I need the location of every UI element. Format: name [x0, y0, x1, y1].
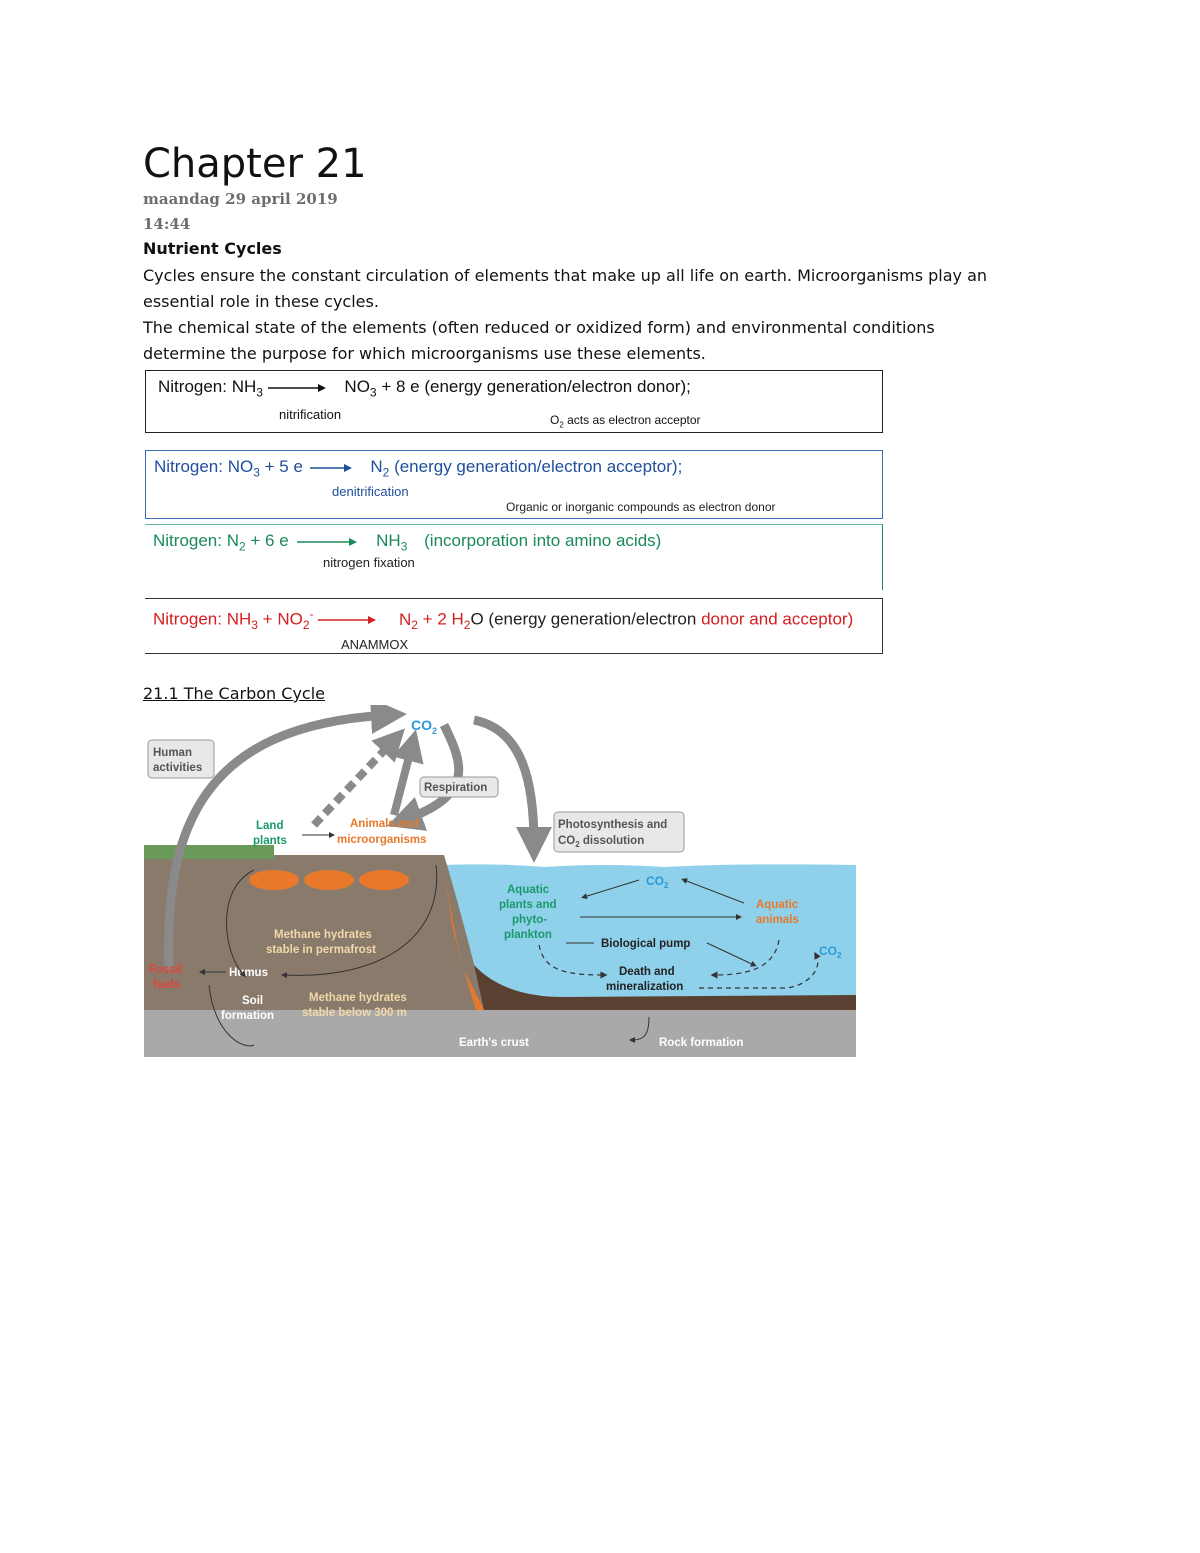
- reaction-arrow-icon: [308, 463, 352, 473]
- methane-permafrost-label-1: Methane hydrates: [274, 929, 372, 941]
- soil-formation-label-1: Soil: [242, 995, 264, 1007]
- page-title: Chapter 21: [143, 141, 367, 187]
- plant-respiration-arrow: [314, 740, 394, 825]
- fossil-fuels-label-1: Fossil: [149, 964, 183, 976]
- aquatic-plants-label-4: plankton: [504, 929, 552, 941]
- equation-denitrification: Nitrogen: $NO_3 + 5$ e $N_2$ (energy generation/electron acceptor);: [154, 457, 683, 480]
- note-o2-acceptor: $O_2$ acts as electron acceptor: [550, 413, 701, 430]
- co2-water-label: $CO_2$: [646, 874, 669, 890]
- earth-crust-label: Earth's crust: [459, 1037, 529, 1049]
- photosynthesis-label-1: Photosynthesis and: [558, 819, 668, 831]
- aquatic-animals-label-2: animals: [756, 914, 799, 926]
- death-label-1: Death and: [619, 966, 675, 978]
- reaction-arrow-icon: [268, 383, 326, 393]
- aquatic-plants-label-1: Aquatic: [507, 884, 550, 896]
- page-date: maandag 29 april 2019: [143, 190, 338, 208]
- co2-atmosphere-label: $CO_2$: [411, 717, 438, 736]
- soil-formation-label-2: formation: [221, 1010, 275, 1022]
- paragraph-line-2: essential role in these cycles.: [143, 292, 379, 311]
- equation-box-nitrogen-fixation: [145, 524, 883, 590]
- paragraph-line-1: Cycles ensure the constant circulation of elements that make up all life on earth. Microorganisms play an: [143, 266, 988, 285]
- aquatic-animals-label-1: Aquatic: [756, 899, 799, 911]
- photosynthesis-label-2: $CO_2$ dissolution: [558, 835, 645, 849]
- paragraph-line-4: determine the purpose for which microorganisms use these elements.: [143, 344, 706, 363]
- methane-permafrost-label-2: stable in permafrost: [266, 944, 376, 956]
- methane-blob: [359, 870, 409, 890]
- methane-blob: [249, 870, 299, 890]
- human-activities-label-2: activities: [153, 762, 203, 774]
- equation-box-nitrification: [145, 370, 883, 433]
- aquatic-plants-label-3: phyto-: [512, 914, 548, 926]
- respiration-label: Respiration: [424, 782, 488, 794]
- section-heading-carbon-cycle: 21.1 The Carbon Cycle: [143, 684, 326, 703]
- paragraph-line-3: The chemical state of the elements (often reduced or oxidized form) and environmental conditions: [143, 318, 935, 337]
- section-heading-nutrient-cycles: Nutrient Cycles: [143, 239, 282, 258]
- land-plants-arrow: [404, 725, 459, 820]
- methane-300-label-1: Methane hydrates: [309, 992, 407, 1004]
- equation-anammox: Nitrogen: $NH_3 + NO_2^-$ $N_2 + 2$ $H_2O$ (energy generation/electron donor and acceptor): [153, 607, 854, 633]
- methane-300-label-2: stable below 300 m: [302, 1007, 407, 1019]
- human-activities-label-1: Human: [153, 747, 192, 759]
- biological-pump-label: Biological pump: [601, 938, 691, 950]
- land-plants-label-1: Land: [256, 820, 284, 832]
- methane-blob: [304, 870, 354, 890]
- process-label-nitrogen-fixation: nitrogen fixation: [323, 555, 415, 570]
- land-plants-label-2: plants: [253, 835, 287, 847]
- aquatic-plants-label-2: plants and: [499, 899, 557, 911]
- page-time: 14:44: [143, 215, 191, 233]
- co2-right-label: $CO_2$: [819, 944, 842, 960]
- fossil-fuels-label-2: fuels: [153, 979, 180, 991]
- animals-label-2: microorganisms: [337, 834, 427, 846]
- note-electron-donor: Organic or inorganic compounds as electron donor: [506, 500, 776, 514]
- process-label-nitrification: nitrification: [279, 407, 342, 422]
- carbon-cycle-diagram: [144, 705, 856, 1057]
- humus-label: Humus: [229, 967, 268, 979]
- equation-box-denitrification: [145, 450, 883, 519]
- process-label-anammox: ANAMMOX: [341, 637, 409, 652]
- respiration-arrow: [394, 745, 412, 815]
- reaction-arrow-icon: [318, 615, 376, 625]
- rock-formation-label: Rock formation: [659, 1037, 744, 1049]
- animals-label-1: Animals and: [350, 818, 419, 830]
- death-label-2: mineralization: [606, 981, 684, 993]
- equation-box-anammox: [145, 598, 883, 654]
- reaction-arrow-icon: [293, 537, 357, 547]
- equation-nitrification: Nitrogen: $NH_3$ $NO_3 + 8$ e (energy generation/electron donor);: [158, 377, 691, 400]
- process-label-denitrification: denitrification: [332, 484, 409, 499]
- equation-nitrogen-fixation: Nitrogen: $N_2 + 6$ e $NH_3$ (incorporation into amino acids): [153, 531, 662, 554]
- grass-strip: [144, 845, 274, 859]
